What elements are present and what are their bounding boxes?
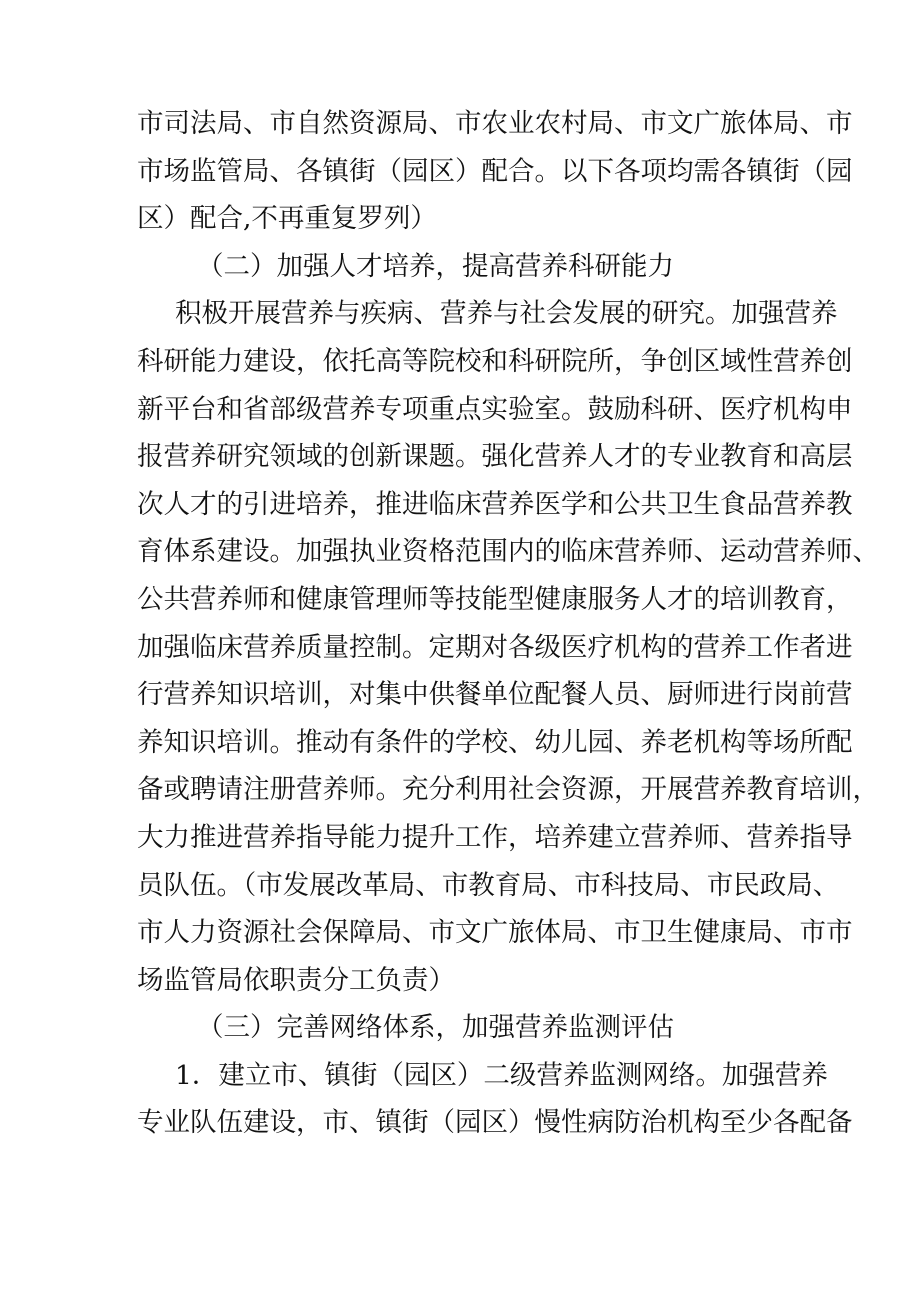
body-line: 行营养知识培训，对集中供餐单位配餐人员、厨师进行岗前营 [137, 679, 853, 711]
section-heading-2: （二）加强人才培养，提高营养科研能力 [197, 250, 674, 282]
body-line: 员队伍。（市发展改革局、市教育局、市科技局、市民政局、 [137, 869, 840, 901]
paragraph-first-line: 1．建立市、镇街（园区）二级营养监测网络。加强营养 [175, 1059, 828, 1091]
body-line: 科研能力建设，依托高等院校和科研院所，争创区域性营养创 [137, 345, 853, 377]
body-line: 大力推进营养指导能力提升工作，培养建立营养师、营养指导 [137, 821, 853, 853]
body-line: 市人力资源社会保障局、市文广旅体局、市卫生健康局、市市 [137, 917, 853, 949]
body-line: 次人才的引进培养，推进临床营养医学和公共卫生食品营养教 [137, 488, 853, 520]
body-line: 市场监管局、各镇街（园区）配合。以下各项均需各镇街（园 [137, 155, 853, 187]
body-line: 场监管局依职责分工负责） [137, 964, 455, 996]
body-line: 养知识培训。推动有条件的学校、幼儿园、养老机构等场所配 [137, 726, 853, 758]
paragraph-first-line: 积极开展营养与疾病、营养与社会发展的研究。加强营养 [175, 298, 838, 330]
body-line: 备或聘请注册营养师。充分利用社会资源，开展营养教育培训， [137, 774, 879, 806]
body-line: 报营养研究领域的创新课题。强化营养人才的专业教育和高层 [137, 441, 853, 473]
body-line: 专业队伍建设，市、镇街（园区）慢性病防治机构至少各配备 [137, 1107, 853, 1139]
body-line: 区）配合,不再重复罗列） [137, 203, 437, 235]
body-line: 新平台和省部级营养专项重点实验室。鼓励科研、医疗机构申 [137, 393, 853, 425]
body-line: 育体系建设。加强执业资格范围内的临床营养师、运动营养师、 [137, 536, 879, 568]
body-line: 加强临床营养质量控制。定期对各级医疗机构的营养工作者进 [137, 631, 853, 663]
document-body [137, 100, 879, 1147]
section-heading-3: （三）完善网络体系，加强营养监测评估 [197, 1012, 674, 1044]
body-line: 公共营养师和健康管理师等技能型健康服务人才的培训教育， [137, 583, 853, 615]
body-line: 市司法局、市自然资源局、市农业农村局、市文广旅体局、市 [137, 108, 853, 139]
